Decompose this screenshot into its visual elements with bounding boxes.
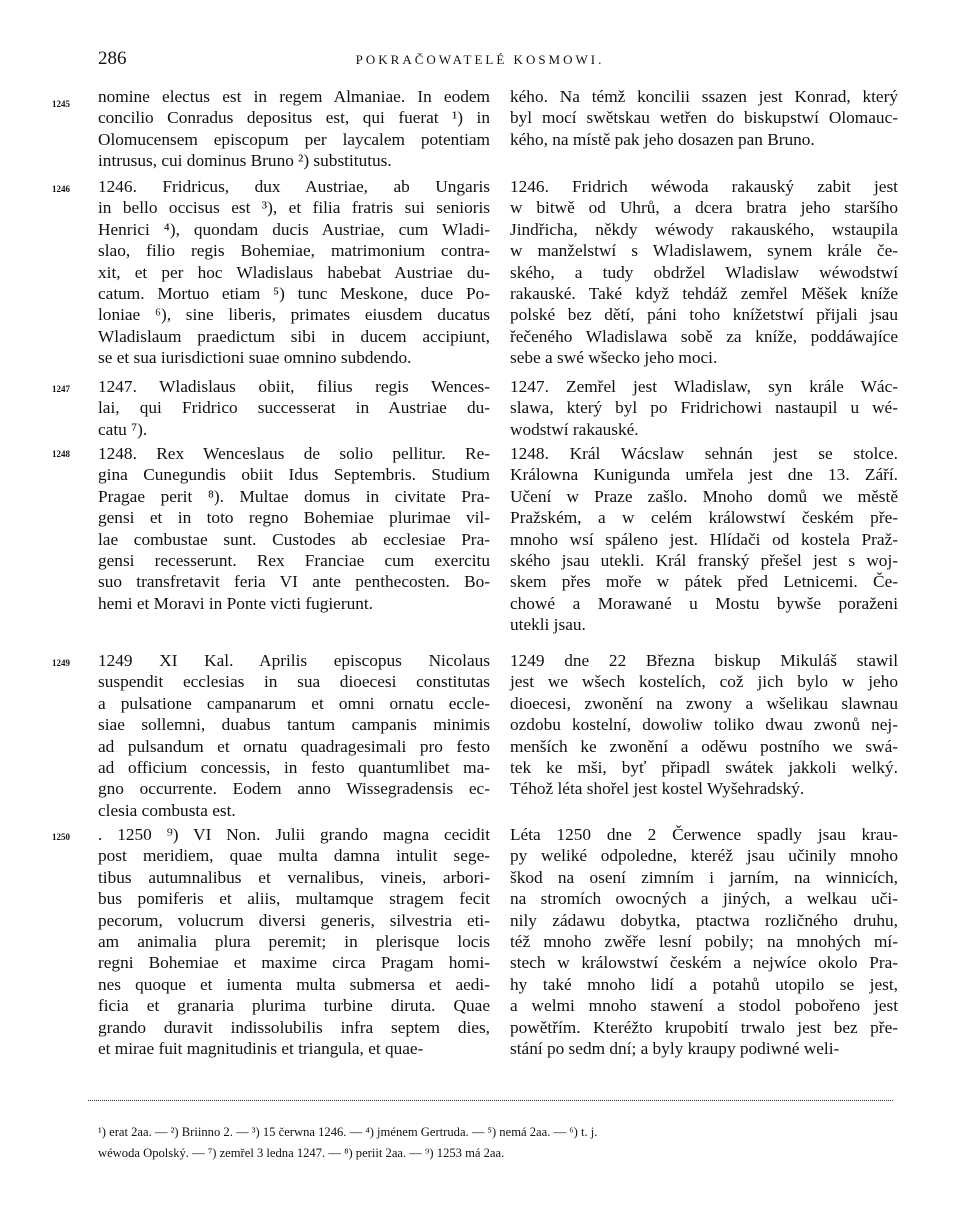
text-line: kého. Na témž koncilii ssazen jest Konrad, který xyxy=(510,87,898,106)
text-line: w bitwě od Uhrů, a dcera bratra jeho staršího xyxy=(510,198,898,218)
text-line: loniae ⁶), sine liberis, primates eiusdem ducatus xyxy=(98,305,490,325)
text-line: 1246. Fridrich wéwoda rakauský zabit jest xyxy=(510,177,898,196)
text-line: gensi et in toto regno Bohemiae plurimae vil- xyxy=(98,508,490,528)
text-line: ského, a tudy obdržel Wladislaw wéwodstwí xyxy=(510,262,898,282)
text-line: 1248. Rex Wenceslaus de solio pellitur. Re- xyxy=(98,444,490,463)
text-line: nomine electus est in regem Almaniae. In eodem xyxy=(98,87,490,106)
text-line: tibus autumnalibus et vernalibus, vineis, arbori- xyxy=(98,867,490,887)
footnote-line: wéwoda Opolský. — ⁷) zemřel 3 ledna 1247. — ⁸) periit 2aa. — ⁹) 1253 má 2aa. xyxy=(98,1146,505,1160)
text-line: wodstwí rakauské. xyxy=(510,419,639,439)
text-line: mnoho wsí spáleno jest. Hlídači od kostela Praž- xyxy=(510,529,898,549)
text-line: tek ke mši, byť připadl swátek jakkoli welký. xyxy=(510,758,898,778)
text-line: ského jsau utekli. Král franský přešel jest s woj- xyxy=(510,551,898,571)
text-line: lae combustae sunt. Custodes ab ecclesiae Pra- xyxy=(98,529,490,549)
text-line: grando duravit indissolubilis infra septem dies, xyxy=(98,1017,490,1037)
text-line: w manželstwí s Wladislawem, synem krále če- xyxy=(510,241,898,261)
text-line: byl mocí swětskau wetřen do biskupstwí Olomauc- xyxy=(510,108,898,128)
margin-year: 1246 xyxy=(52,184,70,194)
text-line: Olomucensem episcopum per laycalem potentiam xyxy=(98,129,490,149)
footnote-divider xyxy=(88,1100,893,1101)
footnote-line: ¹) erat 2aa. — ²) Briinno 2. — ³) 15 čerwna 1246. — ⁴) jménem Gertruda. — ⁵) nemá 2aa. — ⁶) t. j. xyxy=(98,1125,598,1139)
margin-year: 1248 xyxy=(52,449,70,459)
text-line: catum. Mortuo etiam ⁵) tunc Meskone, duce Po- xyxy=(98,284,490,304)
text-line: polské bez dětí, páni toho knížetstwí přijali jsau xyxy=(510,305,898,325)
margin-year: 1245 xyxy=(52,99,70,109)
latin-paragraph xyxy=(98,824,490,1059)
text-line: a pulsatione campanarum et omni ornatu eccle- xyxy=(98,693,490,713)
page-number: 286 xyxy=(98,48,127,69)
text-line: hemi et Moravi in Ponte victi fugierunt. xyxy=(98,593,374,613)
text-line: kého, na místě pak jeho dosazen pan Bruno. xyxy=(510,129,815,149)
text-line: et mirae fuit magnitudinis et triangula, et quae- xyxy=(98,1039,424,1059)
text-line: Wladislaum praedictum sibi in ducem accipiunt, xyxy=(98,326,490,346)
text-line: sebe a swé wšecko jeho moci. xyxy=(510,348,718,368)
text-line: clesia combusta est. xyxy=(98,800,236,820)
text-line: Léta 1250 dne 2 Čerwence spadly jsau krau- xyxy=(510,825,898,844)
text-line: hy také mnoho lidí a potahů utopilo se jest, xyxy=(510,974,898,994)
latin-paragraph xyxy=(98,650,490,821)
text-line: Učení w Praze zašlo. Mnoho domů we městě xyxy=(510,486,898,506)
czech-paragraph xyxy=(510,443,898,636)
text-line: powětřím. Kteréžto krupobití trwalo jest bez pře- xyxy=(510,1017,898,1037)
text-line: siae sollemni, duabus tantum campanis minimis xyxy=(98,715,490,735)
text-line: nes quoque et iumenta multa submersa et aedi- xyxy=(98,974,490,994)
text-line: škod na osení zimním i jarním, na winnicích, xyxy=(510,867,898,887)
text-line: gina Cunegundis obiit Idus Septembris. Studium xyxy=(98,465,490,485)
text-line: 1249 dne 22 Března biskup Mikuláš stawil xyxy=(510,651,898,670)
text-line: catu ⁷). xyxy=(98,419,148,439)
text-line: menších ke zwonění a oděwu postního we swá- xyxy=(510,736,898,756)
text-line: Téhož léta shořel jest kostel Wyšehradský. xyxy=(510,779,805,799)
text-line: suo transfretavit feria VI ante penthecosten. Bo- xyxy=(98,572,490,592)
text-line: a welmi mnoho stawení a stodol pobořeno jest xyxy=(510,996,898,1016)
text-line: dioecesi, zwonění na zwony a wšelikau slawnau xyxy=(510,693,898,713)
latin-paragraph xyxy=(98,176,490,369)
text-line: řečeného Wladislawa sobě za kníže, poddáwajíce xyxy=(510,326,898,346)
text-line: ad pulsandum et ornatu quadragesimali pro festo xyxy=(98,736,490,756)
text-line: chowé a Morawané u Mostu bywše poraženi xyxy=(510,593,898,613)
czech-paragraph xyxy=(510,376,898,440)
text-line: Henrici ⁴), quondam ducis Austriae, cum Wladi- xyxy=(98,219,490,239)
text-line: lai, qui Fridrico successerat in Austriae du- xyxy=(98,398,490,418)
latin-paragraph xyxy=(98,376,490,440)
text-line: 1246. Fridricus, dux Austriae, ab Ungaris xyxy=(98,177,490,196)
text-line: stech w králowstwí českém a nejwíce okolo Pra- xyxy=(510,953,898,973)
text-line: 1248. Král Wácslaw sehnán jest se stolce. xyxy=(510,444,898,463)
text-line: intrusus, cui dominus Bruno ²) substitutus. xyxy=(98,151,392,171)
czech-paragraph xyxy=(510,176,898,369)
text-line: ad officium concessis, in festo quantumlibet ma- xyxy=(98,758,490,778)
text-line: nily zádawu dobytka, ptactwa rozličného druhu, xyxy=(510,910,898,930)
text-line: am animalia plura peremit; in plerisque locis xyxy=(98,932,490,952)
text-line: Jindřicha, někdy wéwody rakauského, wstaupila xyxy=(510,219,898,239)
text-line: ficia et granaria plurima turbine diruta. Quae xyxy=(98,996,490,1016)
text-line: utekli jsau. xyxy=(510,615,586,635)
text-line: concilio Conradus depositus est, qui fuerat ¹) in xyxy=(98,108,490,128)
czech-paragraph xyxy=(510,86,898,150)
margin-year: 1250 xyxy=(52,832,70,842)
margin-year: 1247 xyxy=(52,384,70,394)
text-line: 1247. Wladislaus obiit, filius regis Wences- xyxy=(98,377,490,396)
text-line: Pragae perit ⁸). Multae domus in civitate Pra- xyxy=(98,486,490,506)
text-line: na stromích owocných a jiných, a welkau uči- xyxy=(510,889,898,909)
text-line: bus pomiferis et aliis, multamque stragem fecit xyxy=(98,889,490,909)
text-line: 1249 XI Kal. Aprilis episcopus Nicolaus xyxy=(98,651,490,670)
text-line: suspendit ecclesias in sua dioecesi constitutas xyxy=(98,672,490,692)
text-line: Pražském, a w celém králowstwí českém pře- xyxy=(510,508,898,528)
text-line: slao, filio regis Bohemiae, matrimonium contra- xyxy=(98,241,490,261)
text-line: jest we wšech kostelích, což jich bylo w jeho xyxy=(510,672,898,692)
text-line: rakauské. Také když tehdáž zemřel Měšek kníže xyxy=(510,284,898,304)
text-line: ozdobu kostelní, dowoliw toliko dwau zwonů nej- xyxy=(510,715,898,735)
latin-paragraph xyxy=(98,443,490,614)
text-line: pecorum, volucrum diversi generis, silvestria eti- xyxy=(98,910,490,930)
text-line: Králowna Kunigunda umřela jest dne 13. Září. xyxy=(510,465,898,485)
text-line: slawa, který byl po Fridrichowi nastaupil u wé- xyxy=(510,398,898,418)
text-line: 1247. Zemřel jest Wladislaw, syn krále Wác- xyxy=(510,377,898,396)
footnotes xyxy=(98,1122,898,1164)
text-line: stání po sedm dní; a byly kraupy podiwné weli- xyxy=(510,1039,840,1059)
czech-paragraph xyxy=(510,824,898,1059)
running-head: POKRAČOWATELÉ KOSMOWI. xyxy=(355,52,605,67)
text-line: regni Bohemiae et maxime circa Pragam homi- xyxy=(98,953,490,973)
text-line: skem přes moře w pátek před Letnicemi. Če- xyxy=(510,572,898,592)
text-line: in bello occisus est ³), et filia fratris sui senioris xyxy=(98,198,490,218)
text-line: . 1250 ⁹) VI Non. Julii grando magna cecidit xyxy=(98,825,490,844)
text-line: se et sua iurisdictioni suae omnino subdendo. xyxy=(98,348,412,368)
text-line: gno occurrente. Eodem anno Wissegradensis ec- xyxy=(98,779,490,799)
text-line: též mnoho zwěře lesní pobily; na mnohých mí- xyxy=(510,932,898,952)
margin-year: 1249 xyxy=(52,658,70,668)
czech-paragraph xyxy=(510,650,898,800)
latin-paragraph xyxy=(98,86,490,172)
text-line: gensi recesserunt. Rex Franciae cum exercitu xyxy=(98,551,490,571)
text-line: xit, et per hoc Wladislaus habebat Austriae du- xyxy=(98,262,490,282)
text-line: post meridiem, quae multa damna intulit sege- xyxy=(98,846,490,866)
text-line: py weliké odpoledne, kteréž jsau učinily mnoho xyxy=(510,846,898,866)
